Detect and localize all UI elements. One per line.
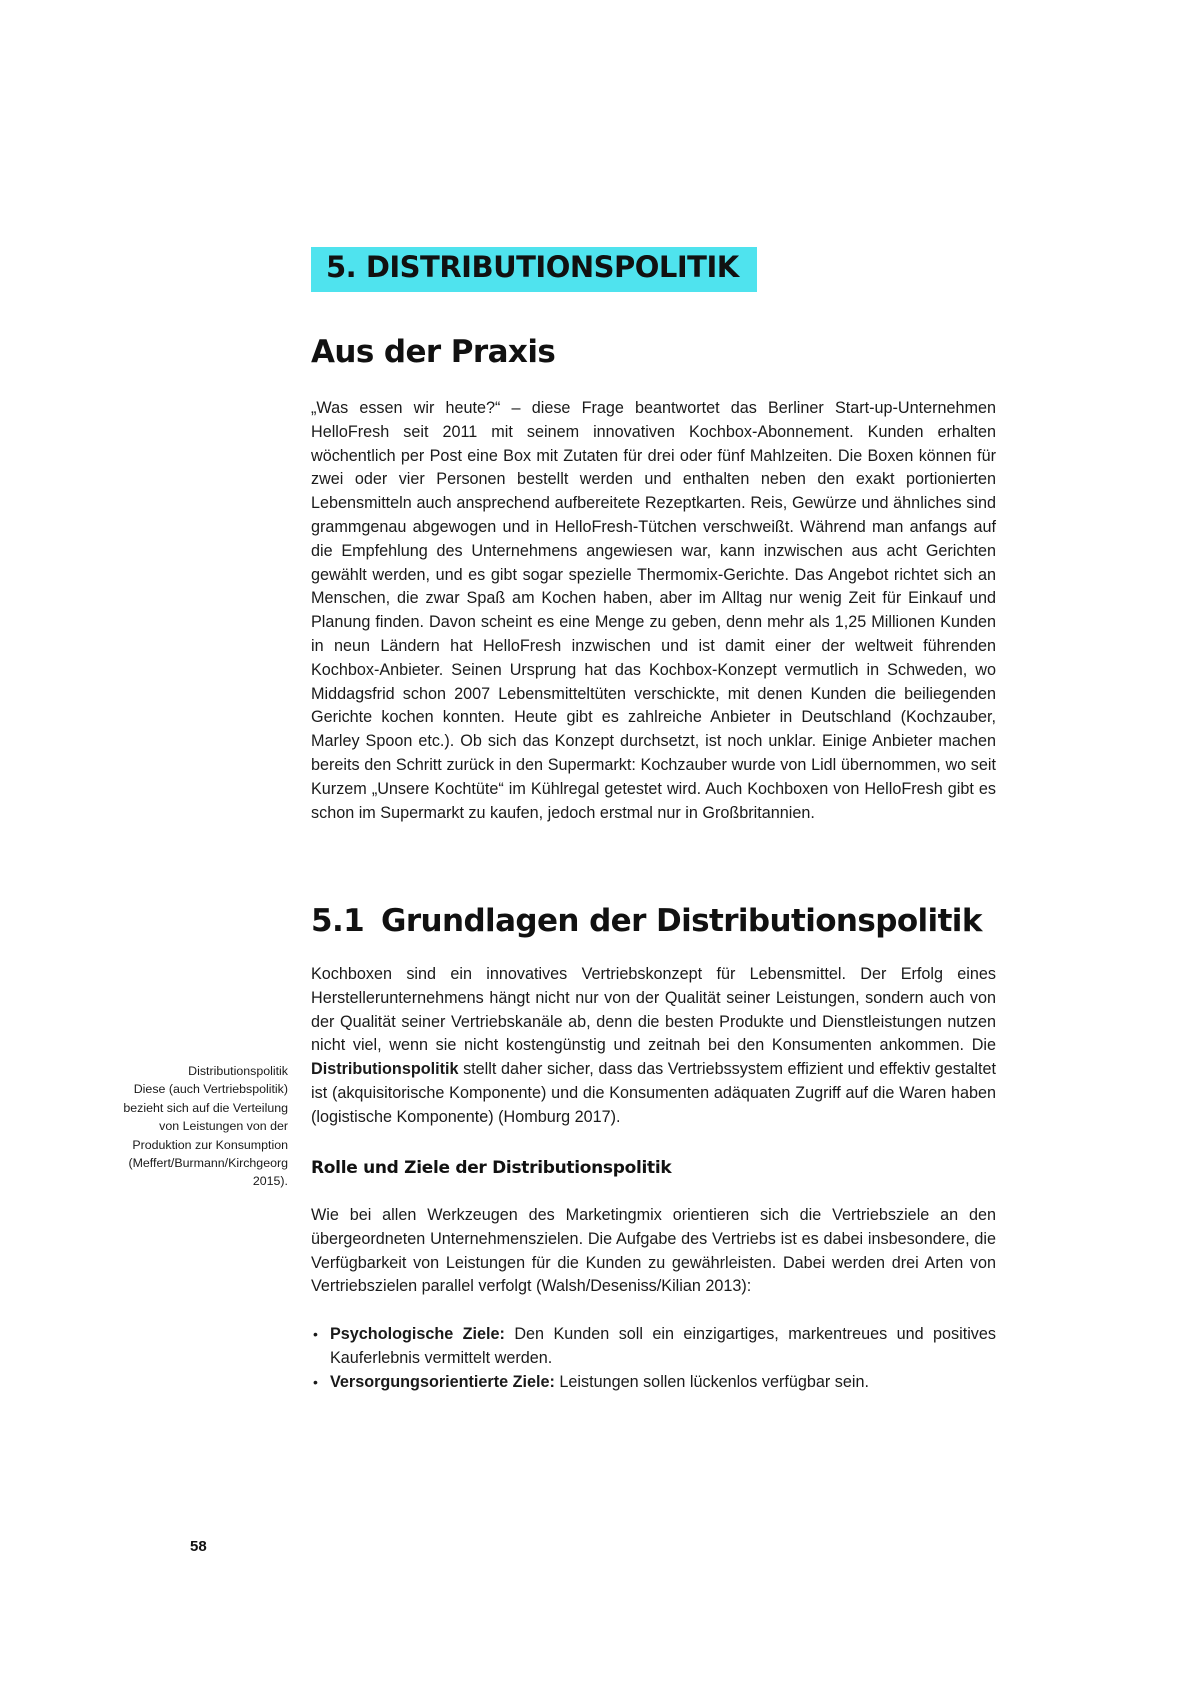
sidebar-definition (112, 1062, 288, 1191)
list-item (311, 1371, 996, 1395)
list-item (311, 1323, 996, 1371)
subsection-paragraph: Wie bei allen Werkzeugen des Marketingmix orientieren sich die Vertriebsziele an den übergeordneten Unternehmenszielen. Die Aufgabe des Vertriebs ist es dabei insbesondere, die Verfügbarkeit von Leistungen für die Kunden zu gewährleisten. Dabei werden drei Arten von Vertriebszielen parallel verfolgt (Walsh/Deseniss/Kilian 2013): (311, 1206, 996, 1296)
bullet-icon: • (313, 1373, 318, 1390)
section-heading (311, 903, 982, 939)
list-item-text: Leistungen sollen lückenlos verfügbar sein. (554, 1372, 869, 1391)
section-number: 5.1 (311, 903, 365, 939)
goals-list (311, 1323, 996, 1394)
page-number: 58 (190, 1538, 207, 1555)
praxis-paragraph: „Was essen wir heute?“ – diese Frage beantwortet das Berliner Start-up-Unternehmen HelloFresh seit 2011 mit seinem innovativen Kochbox-Abonnement. Kunden erhalten wöchentlich per Post eine Box mit Zutaten für drei oder fünf Mahlzeiten. Die Boxen können für zwei oder vier Personen bestellt werden und enthalten neben den exakt portionierten Lebensmitteln auch ansprechend aufbereitete Rezeptkarten. Reis, Gewürze und ähnliches sind grammgenau abgewogen und in HelloFresh-Tütchen verschweißt. Während man anfangs auf die Empfehlung des Unternehmens angewiesen war, kann inzwischen aus acht Gerichten gewählt werden, und es gibt sogar spezielle Thermomix-Gerichte. Das Angebot richtet sich an Menschen, die zwar Spaß am Kochen haben, aber im Alltag nur wenig Zeit für Einkauf und Planung finden. Davon scheint es eine Menge zu geben, denn mehr als 1,25 Millionen Kunden in neun Ländern hat HelloFresh inzwischen und ist damit einer der weltweit führenden Kochbox-Anbieter. Seinen Ursprung hat das Kochbox-Konzept vermutlich in Schweden, wo Middagsfrid schon 2007 Lebensmitteltüten verschickte, mit denen Kunden die beiliegenden Gerichte kochen konnten. Heute gibt es zahlreiche Anbieter in Deutschland (Kochzauber, Marley Spoon etc.). Ob sich das Konzept durchsetzt, ist noch unklar. Einige Anbieter machen bereits den Schritt zurück in den Supermarkt: Kochzauber wurde von Lidl übernommen, wo seit Kurzem „Unsere Kochtüte“ im Kühlregal getestet wird. Auch Kochboxen von HelloFresh gibt es schon im Supermarkt zu kaufen, jedoch erstmal nur in Großbritannien. (311, 399, 996, 822)
list-item-term: Psychologische Ziele: (330, 1325, 505, 1343)
sidebar-definition-text: Diese (auch Vertriebspolitik) bezieht sich auf die Verteilung von Leistungen von der Produktion zur Konsumption (Meffert/Burmann/Kirchgeorg 2015). (123, 1082, 288, 1189)
sidebar-term: Distributionspolitik (188, 1064, 288, 1078)
list-item-term: Versorgungsorientierte Ziele: (330, 1372, 555, 1391)
chapter-title (311, 247, 757, 284)
subsection-heading: Rolle und Ziele der Distributionspolitik (311, 1158, 672, 1178)
bullet-icon: • (313, 1326, 318, 1342)
section-paragraph (311, 963, 996, 1130)
chapter-heading (311, 247, 757, 292)
section-title: Grundlagen der Distributionspolitik (381, 903, 982, 939)
chapter-title-text: DISTRIBUTIONSPOLITIK (365, 250, 739, 284)
praxis-heading: Aus der Praxis (311, 334, 556, 370)
section-text-bold: Distributionspolitik (311, 1060, 459, 1079)
chapter-number: 5. (326, 250, 357, 284)
list-item-text: Den Kunden soll ein einzigartiges, markentreues und positives Kauferlebnis vermittelt werden. (330, 1325, 996, 1367)
section-text-before: Kochboxen sind ein innovatives Vertriebskonzept für Lebensmittel. Der Erfolg eines Herstellerunternehmens hängt nicht nur von der Qualität seiner Leistungen, sondern auch von der Qualität seiner Vertriebskanäle ab, denn die besten Produkte und Dienstleistungen nutzen nicht viel, wenn sie nicht kostengünstig und zeitnah bei den Konsumenten ankommen. Die (311, 965, 996, 1055)
section-text-after: stellt daher sicher, dass das Vertriebssystem effizient und effektiv gestaltet ist (akquisitorische Komponente) und die Konsumenten adäquaten Zugriff auf die Waren haben (logistische Komponente) (Homburg 2017). (311, 1060, 996, 1126)
